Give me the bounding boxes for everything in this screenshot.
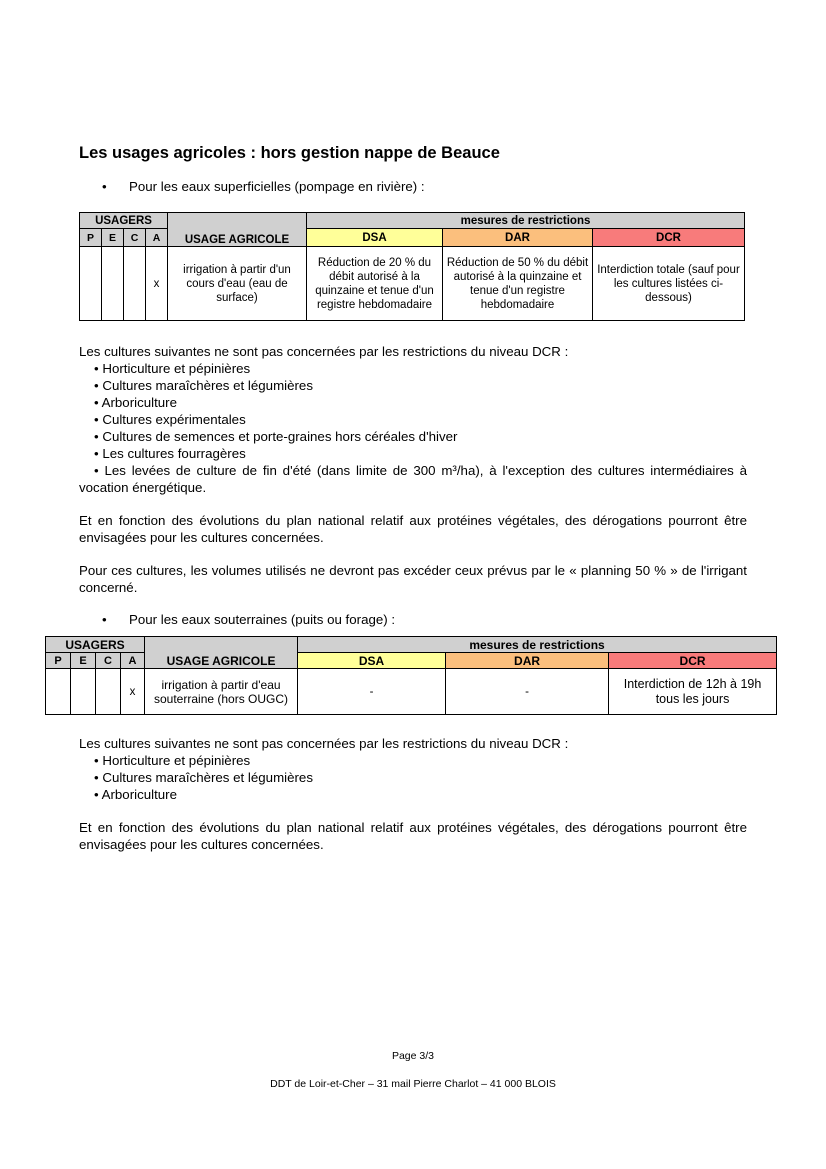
cell-p (80, 247, 102, 321)
usage-agricole-header: USAGE AGRICOLE (145, 637, 298, 669)
ground-water-restrictions-table (45, 636, 777, 715)
derogations-paragraph: Et en fonction des évolutions du plan national relatif aux protéines végétales, des dérogations pourront être envisagées pour les cultures concernées. (79, 820, 747, 852)
bullet-marker: • (102, 179, 107, 194)
list-item: • Cultures de semences et porte-graines hors céréales d'hiver (94, 429, 458, 444)
surface-water-bullet (102, 179, 425, 194)
ground-water-intro: Pour les eaux souterraines (puits ou forage) : (129, 612, 396, 627)
list-item: • Horticulture et pépinières (94, 753, 251, 768)
col-p: P (46, 653, 71, 669)
col-e: E (102, 229, 124, 247)
exceptions-intro: Les cultures suivantes ne sont pas concernées par les restrictions du niveau DCR : (79, 736, 569, 751)
usage-agricole-header: USAGE AGRICOLE (168, 213, 307, 247)
list-item: • Horticulture et pépinières (94, 361, 251, 376)
col-a: A (146, 229, 168, 247)
derogations-paragraph: Et en fonction des évolutions du plan national relatif aux protéines végétales, des dérogations pourront être envisagées pour les cultures concernées. (79, 513, 747, 545)
footer-address: DDT de Loir-et-Cher – 31 mail Pierre Charlot – 41 000 BLOIS (270, 1078, 556, 1090)
col-c: C (96, 653, 121, 669)
mesures-header: mesures de restrictions (307, 213, 745, 229)
col-p: P (80, 229, 102, 247)
cell-usage: irrigation à partir d'un cours d'eau (eau de surface) (168, 247, 307, 321)
cell-a: x (121, 669, 145, 715)
exceptions-intro: Les cultures suivantes ne sont pas concernées par les restrictions du niveau DCR : (79, 344, 569, 359)
cell-a: x (146, 247, 168, 321)
mesures-header: mesures de restrictions (298, 637, 777, 653)
usagers-header: USAGERS (80, 213, 168, 229)
col-c: C (124, 229, 146, 247)
list-item: • Les cultures fourragères (94, 446, 246, 461)
cell-dcr: Interdiction de 12h à 19h tous les jours (609, 669, 777, 715)
cell-c (96, 669, 121, 715)
section-title: Les usages agricoles : hors gestion nappe de Beauce (79, 144, 500, 162)
surface-water-intro: Pour les eaux superficielles (pompage en rivière) : (129, 179, 425, 194)
cell-dcr: Interdiction totale (sauf pour les cultures listées ci-dessous) (593, 247, 745, 321)
cell-p (46, 669, 71, 715)
bullet-marker: • (102, 612, 107, 627)
cell-usage: irrigation à partir d'eau souterraine (hors OUGC) (145, 669, 298, 715)
dsa-header: DSA (298, 653, 446, 669)
dar-header: DAR (446, 653, 609, 669)
exceptions-list (94, 752, 313, 803)
surface-water-restrictions-table (79, 212, 745, 321)
ground-water-bullet (102, 612, 395, 627)
cell-e (102, 247, 124, 321)
cell-dar: - (446, 669, 609, 715)
exception-long-item: • Les levées de culture de fin d'été (dans limite de 300 m³/ha), à l'exception des cultures intermédiaires à vocation énergétique. (79, 463, 747, 495)
cell-dar: Réduction de 50 % du débit autorisé à la quinzaine et tenue d'un registre hebdomadaire (443, 247, 593, 321)
list-item: • Cultures maraîchères et légumières (94, 770, 313, 785)
usagers-header: USAGERS (46, 637, 145, 653)
list-item: • Cultures maraîchères et légumières (94, 378, 313, 393)
col-a: A (121, 653, 145, 669)
volumes-paragraph: Pour ces cultures, les volumes utilisés ne devront pas excéder ceux prévus par le « planning 50 % » de l'irrigant concerné. (79, 563, 747, 595)
dcr-header: DCR (593, 229, 745, 247)
cell-c (124, 247, 146, 321)
cell-dsa: - (298, 669, 446, 715)
exceptions-list (94, 360, 457, 462)
list-item: • Arboriculture (94, 395, 177, 410)
page-number: Page 3/3 (391, 1050, 435, 1062)
cell-dsa: Réduction de 20 % du débit autorisé à la quinzaine et tenue d'un registre hebdomadaire (307, 247, 443, 321)
list-item: • Arboriculture (94, 787, 177, 802)
list-item: • Cultures expérimentales (94, 412, 246, 427)
dcr-header: DCR (609, 653, 777, 669)
dsa-header: DSA (307, 229, 443, 247)
col-e: E (71, 653, 96, 669)
dar-header: DAR (443, 229, 593, 247)
cell-e (71, 669, 96, 715)
